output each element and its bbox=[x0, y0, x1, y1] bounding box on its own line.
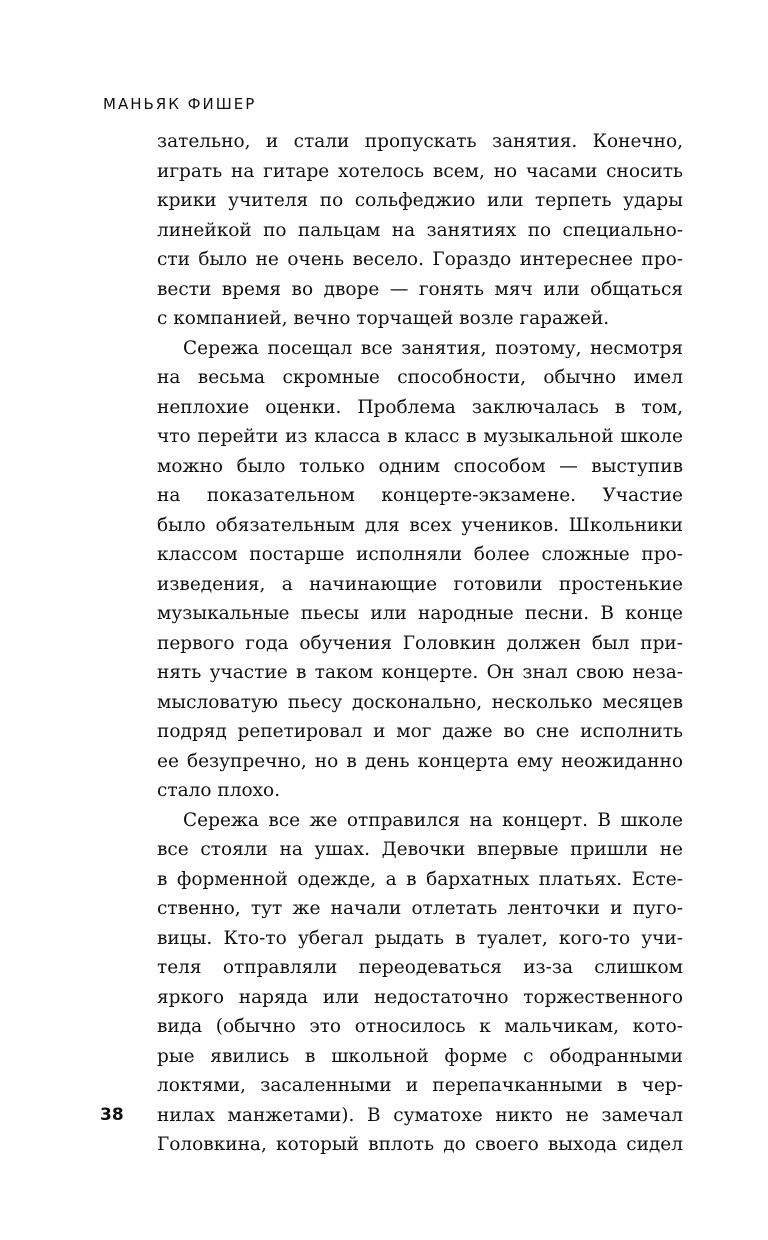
text-line: Сережа посещал все занятия, поэтому, несмотря bbox=[183, 337, 683, 359]
text-line: на весьма скромные способности, обычно имел bbox=[157, 367, 683, 388]
text-line: ее безупречно, но в день концерта ему неожиданно bbox=[157, 750, 683, 772]
text-line: мысловатую пьесу досконально, несколько месяцев bbox=[157, 691, 683, 713]
text-line: крики учителя по сольфеджио или терпеть удары bbox=[157, 190, 683, 211]
text-line: вести время во дворе — гонять мяч или общаться bbox=[157, 278, 683, 300]
text-line: вида (обычно это относилось к мальчикам, кото- bbox=[157, 1016, 683, 1037]
text-line: Головкина, который вплоть до своего выхода сидел bbox=[157, 1134, 683, 1155]
text-line: все стояли на ушах. Девочки впервые пришли не bbox=[157, 839, 683, 860]
text-line: стало плохо. bbox=[157, 780, 281, 801]
text-line: рые явились в школьной форме с ободранными bbox=[157, 1045, 683, 1067]
text-line: классом постарше исполняли более сложные про- bbox=[157, 544, 683, 565]
text-line: сти было не очень весело. Гораздо интереснее про- bbox=[157, 249, 683, 270]
text-line: теля отправляли переодеваться из-за слишком bbox=[157, 957, 683, 978]
text-line: в форменной одежде, а в бархатных платьях. Есте- bbox=[157, 868, 683, 890]
text-line: играть на гитаре хотелось всем, но часами сносить bbox=[157, 160, 683, 182]
text-line: было обязательным для всех учеников. Школьники bbox=[157, 514, 683, 536]
text-line: с компанией, вечно торчащей возле гаражей. bbox=[157, 308, 610, 329]
text-line: ственно, тут же начали отлетать ленточки и пуго- bbox=[157, 898, 683, 919]
text-line: подряд репетировал и мог даже во сне исполнить bbox=[157, 721, 683, 742]
running-header: МАНЬЯК ФИШЕР bbox=[103, 95, 257, 113]
text-line: на показательном концерте-экзамене. Участие bbox=[157, 485, 683, 506]
body-text bbox=[157, 127, 683, 1160]
text-line: что перейти из класса в класс в музыкальной школе bbox=[157, 426, 683, 447]
text-line: изведения, а начинающие готовили простенькие bbox=[157, 573, 683, 595]
text-line: нять участие в таком концерте. Он знал свою неза- bbox=[157, 662, 683, 683]
text-line: Сережа все же отправился на концерт. В школе bbox=[183, 809, 683, 831]
text-line: линейкой по пальцам на занятиях по специально- bbox=[157, 219, 683, 241]
text-line: музыкальные пьесы или народные песни. В конце bbox=[157, 603, 683, 624]
page-number: 38 bbox=[100, 1105, 124, 1125]
text-line: вицы. Кто-то убегал рыдать в туалет, кого-то учи- bbox=[157, 927, 683, 949]
text-line: неплохие оценки. Проблема заключалась в том, bbox=[157, 396, 683, 418]
text-line: нилах манжетами). В суматохе никто не замечал bbox=[157, 1104, 683, 1126]
text-line: зательно, и стали пропускать занятия. Конечно, bbox=[157, 131, 683, 152]
text-line: можно было только одним способом — выступив bbox=[157, 455, 683, 477]
text-line: первого года обучения Головкин должен был при- bbox=[157, 632, 683, 654]
text-line: яркого наряда или недостаточно торжественного bbox=[157, 986, 683, 1008]
text-line: локтями, засаленными и перепачканными в чер- bbox=[157, 1075, 683, 1096]
